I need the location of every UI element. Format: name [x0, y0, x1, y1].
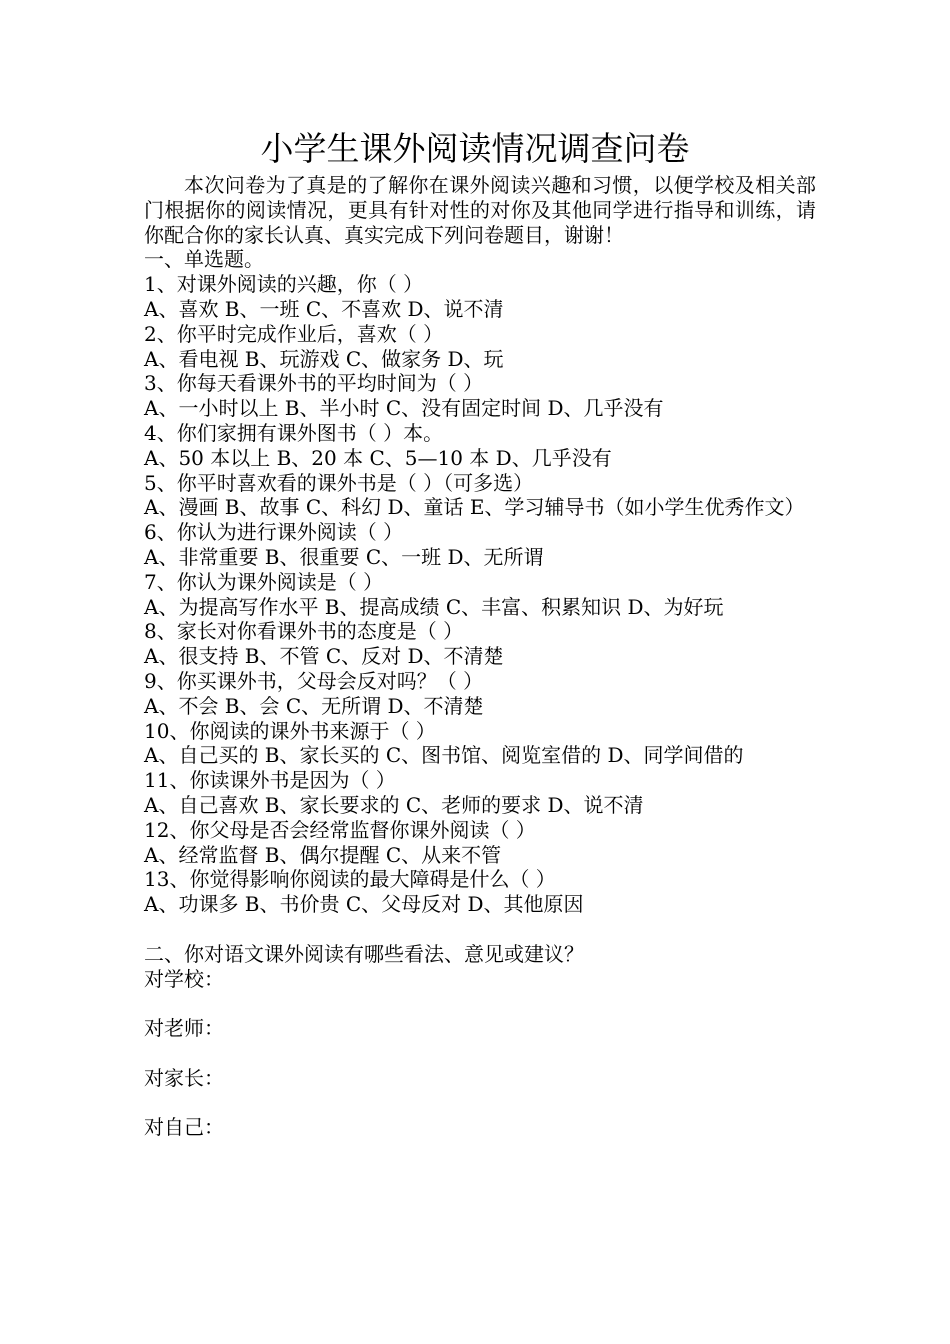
options-11: A、自己喜欢 B、家长要求的 C、老师的要求 D、说不清	[144, 792, 644, 817]
options-12: A、经常监督 B、偶尔提醒 C、从来不管	[144, 842, 502, 867]
question-6: 6、你认为进行课外阅读（ ）	[144, 520, 404, 545]
options-10: A、自己买的 B、家长买的 C、图书馆、阅览室借的 D、同学间借的	[144, 743, 744, 768]
blank-line	[144, 917, 816, 942]
question-4: 4、你们家拥有课外图书（ ）本。	[144, 420, 444, 445]
blank-line	[144, 1090, 816, 1115]
options-7: A、为提高写作水平 B、提高成绩 C、丰富、积累知识 D、为好玩	[144, 594, 724, 619]
question-7: 7、你认为课外阅读是（ ）	[144, 569, 384, 594]
document-body	[144, 173, 816, 1140]
question-12: 12、你父母是否会经常监督你课外阅读（ ）	[144, 817, 536, 842]
prompt-teacher: 对老师：	[144, 1016, 224, 1041]
question-9: 9、你买课外书，父母会反对吗？（ ）	[144, 668, 484, 693]
question-3: 3、你每天看课外书的平均时间为（ ）	[144, 371, 484, 396]
question-8: 8、家长对你看课外书的态度是（ ）	[144, 619, 464, 644]
section2-heading: 二、你对语文课外阅读有哪些看法、意见或建议？	[144, 941, 584, 966]
options-6: A、非常重要 B、很重要 C、一班 D、无所谓	[144, 544, 544, 569]
options-4: A、50 本以上 B、20 本 C、5—10 本 D、几乎没有	[144, 445, 612, 470]
prompt-school: 对学校：	[144, 966, 224, 991]
options-1: A、喜欢 B、一班 C、不喜欢 D、说不清	[144, 296, 504, 321]
question-5: 5、你平时喜欢看的课外书是（ ）（可多选）	[144, 470, 534, 495]
options-9: A、不会 B、会 C、无所谓 D、不清楚	[144, 693, 484, 718]
options-13: A、功课多 B、书价贵 C、父母反对 D、其他原因	[144, 892, 584, 917]
options-3: A、一小时以上 B、半小时 C、没有固定时间 D、几乎没有	[144, 396, 664, 421]
blank-line	[144, 1041, 816, 1066]
question-1: 1、对课外阅读的兴趣，你（ ）	[144, 272, 424, 297]
section1-heading: 一、单选题。	[144, 247, 264, 272]
options-2: A、看电视 B、玩游戏 C、做家务 D、玩	[144, 346, 504, 371]
options-5: A、漫画 B、故事 C、科幻 D、童话 E、学习辅导书（如小学生优秀作文）	[144, 495, 805, 520]
prompt-parents: 对家长：	[144, 1065, 224, 1090]
intro-paragraph: 本次问卷为了真是的了解你在课外阅读兴趣和习惯，以便学校及相关部门根据你的阅读情况，更具有针对性的对你及其他同学进行指导和训练，请你配合你的家长认真、真实完成下列问卷题目，谢谢！	[144, 173, 816, 247]
question-2: 2、你平时完成作业后，喜欢（ ）	[144, 321, 444, 346]
blank-line	[144, 991, 816, 1016]
question-10: 10、你阅读的课外书来源于（ ）	[144, 718, 436, 743]
options-8: A、很支持 B、不管 C、反对 D、不清楚	[144, 644, 504, 669]
question-13: 13、你觉得影响你阅读的最大障碍是什么（ ）	[144, 867, 556, 892]
question-11: 11、你读课外书是因为（ ）	[144, 768, 396, 793]
document-title: 小学生课外阅读情况调查问卷	[260, 129, 690, 168]
prompt-self: 对自己：	[144, 1115, 224, 1140]
